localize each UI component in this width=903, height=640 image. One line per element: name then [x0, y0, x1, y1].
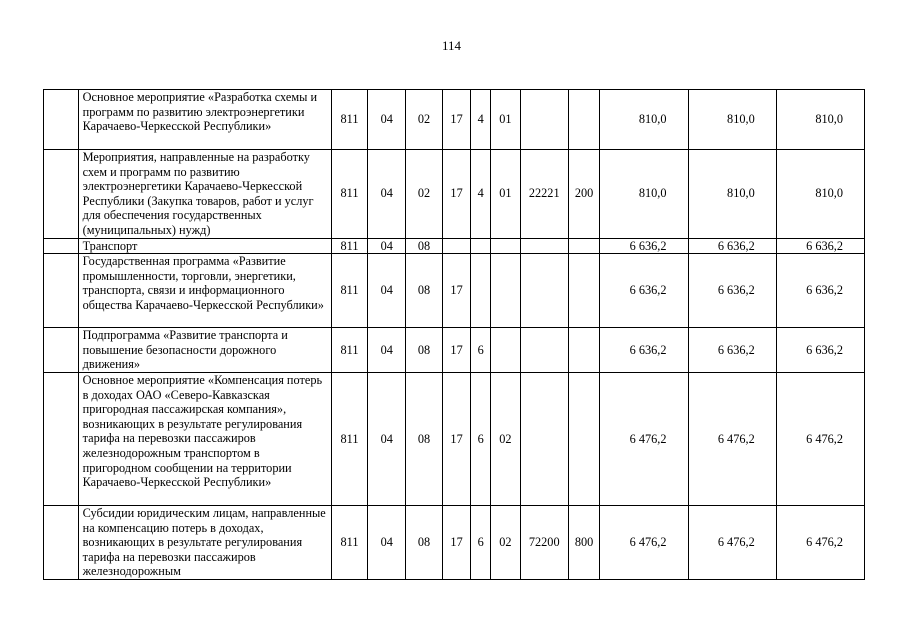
subsection-code-cell: 08	[406, 254, 443, 328]
amount-year3-cell: 6 476,2	[776, 372, 864, 505]
table-row	[44, 372, 865, 505]
direction-code-cell: 22221	[520, 150, 568, 239]
amount-year1-cell: 6 476,2	[600, 372, 688, 505]
section-code-cell: 04	[368, 90, 406, 150]
program-code-cell	[442, 238, 470, 254]
section-code-cell: 04	[368, 150, 406, 239]
subsection-code-cell: 08	[406, 505, 443, 579]
amount-year1-cell: 810,0	[600, 150, 688, 239]
subprogram-code-cell: 6	[471, 328, 491, 373]
ved-code-cell: 811	[331, 505, 368, 579]
budget-table	[43, 89, 865, 580]
table-row	[44, 90, 865, 150]
item-name-cell: Мероприятия, направленные на разработку схем и программ по развитию электроэнергетики Карачаево-Черкесской Республики (Закупка товаров, работ и услуг для обеспечения государственных (муниципальных) нужд)	[78, 150, 331, 239]
subprogram-code-cell	[471, 254, 491, 328]
direction-code-cell	[520, 254, 568, 328]
ved-code-cell: 811	[331, 90, 368, 150]
subsection-code-cell: 08	[406, 328, 443, 373]
event-code-cell: 02	[491, 372, 520, 505]
item-name-cell: Основное мероприятие «Разработка схемы и программ по развитию электроэнергетики Карачаево-Черкесской Республики»	[78, 90, 331, 150]
row-number-cell	[44, 254, 79, 328]
direction-code-cell	[520, 90, 568, 150]
section-code-cell: 04	[368, 328, 406, 373]
subprogram-code-cell: 4	[471, 150, 491, 239]
direction-code-cell	[520, 328, 568, 373]
section-code-cell: 04	[368, 238, 406, 254]
section-code-cell: 04	[368, 505, 406, 579]
amount-year2-cell: 810,0	[688, 90, 776, 150]
subprogram-code-cell: 4	[471, 90, 491, 150]
program-code-cell: 17	[442, 150, 470, 239]
amount-year3-cell: 6 636,2	[776, 328, 864, 373]
item-name-cell: Транспорт	[78, 238, 331, 254]
row-number-cell	[44, 238, 79, 254]
row-number-cell	[44, 90, 79, 150]
row-number-cell	[44, 505, 79, 579]
amount-year2-cell: 6 476,2	[688, 372, 776, 505]
subsection-code-cell: 08	[406, 238, 443, 254]
item-name-cell: Государственная программа «Развитие промышленности, торговли, энергетики, транспорта, связи и информационного общества Карачаево-Черкесской Республики»	[78, 254, 331, 328]
amount-year1-cell: 6 636,2	[600, 328, 688, 373]
expense-type-cell	[568, 254, 599, 328]
expense-type-cell: 800	[568, 505, 599, 579]
amount-year2-cell: 6 476,2	[688, 505, 776, 579]
event-code-cell: 01	[491, 90, 520, 150]
ved-code-cell: 811	[331, 328, 368, 373]
section-code-cell: 04	[368, 254, 406, 328]
program-code-cell: 17	[442, 254, 470, 328]
direction-code-cell: 72200	[520, 505, 568, 579]
amount-year2-cell: 6 636,2	[688, 238, 776, 254]
event-code-cell: 02	[491, 505, 520, 579]
section-code-cell: 04	[368, 372, 406, 505]
amount-year2-cell: 6 636,2	[688, 328, 776, 373]
table-row	[44, 328, 865, 373]
program-code-cell: 17	[442, 505, 470, 579]
direction-code-cell	[520, 238, 568, 254]
amount-year3-cell: 6 476,2	[776, 505, 864, 579]
event-code-cell: 01	[491, 150, 520, 239]
ved-code-cell: 811	[331, 150, 368, 239]
event-code-cell	[491, 328, 520, 373]
ved-code-cell: 811	[331, 238, 368, 254]
direction-code-cell	[520, 372, 568, 505]
amount-year2-cell: 6 636,2	[688, 254, 776, 328]
item-name-cell: Подпрограмма «Развитие транспорта и повышение безопасности дорожного движения»	[78, 328, 331, 373]
row-number-cell	[44, 150, 79, 239]
expense-type-cell	[568, 238, 599, 254]
subsection-code-cell: 02	[406, 90, 443, 150]
table-row	[44, 254, 865, 328]
expense-type-cell	[568, 90, 599, 150]
amount-year3-cell: 810,0	[776, 90, 864, 150]
ved-code-cell: 811	[331, 372, 368, 505]
program-code-cell: 17	[442, 372, 470, 505]
event-code-cell	[491, 238, 520, 254]
program-code-cell: 17	[442, 90, 470, 150]
item-name-cell: Основное мероприятие «Компенсация потерь в доходах ОАО «Северо-Кавказская пригородная пассажирская компания», возникающих в результате регулирования тарифа на перевозки пассажиров железнодорожным транспортом в пригородном сообщении на территории Карачаево-Черкесской Республики»	[78, 372, 331, 505]
page-number: 114	[441, 38, 462, 53]
expense-type-cell	[568, 328, 599, 373]
subsection-code-cell: 08	[406, 372, 443, 505]
amount-year3-cell: 810,0	[776, 150, 864, 239]
expense-type-cell	[568, 372, 599, 505]
row-number-cell	[44, 328, 79, 373]
amount-year1-cell: 6 636,2	[600, 254, 688, 328]
item-name-cell: Субсидии юридическим лицам, направленные на компенсацию потерь в доходах, возникающих в результате регулирования тарифа на перевозки пассажиров железнодорожным	[78, 505, 331, 579]
row-number-cell	[44, 372, 79, 505]
amount-year2-cell: 810,0	[688, 150, 776, 239]
ved-code-cell: 811	[331, 254, 368, 328]
table-row	[44, 238, 865, 254]
expense-type-cell: 200	[568, 150, 599, 239]
table-row	[44, 150, 865, 239]
table-row	[44, 505, 865, 579]
program-code-cell: 17	[442, 328, 470, 373]
subprogram-code-cell: 6	[471, 505, 491, 579]
amount-year3-cell: 6 636,2	[776, 238, 864, 254]
amount-year3-cell: 6 636,2	[776, 254, 864, 328]
amount-year1-cell: 810,0	[600, 90, 688, 150]
event-code-cell	[491, 254, 520, 328]
subprogram-code-cell: 6	[471, 372, 491, 505]
subprogram-code-cell	[471, 238, 491, 254]
amount-year1-cell: 6 476,2	[600, 505, 688, 579]
subsection-code-cell: 02	[406, 150, 443, 239]
amount-year1-cell: 6 636,2	[600, 238, 688, 254]
